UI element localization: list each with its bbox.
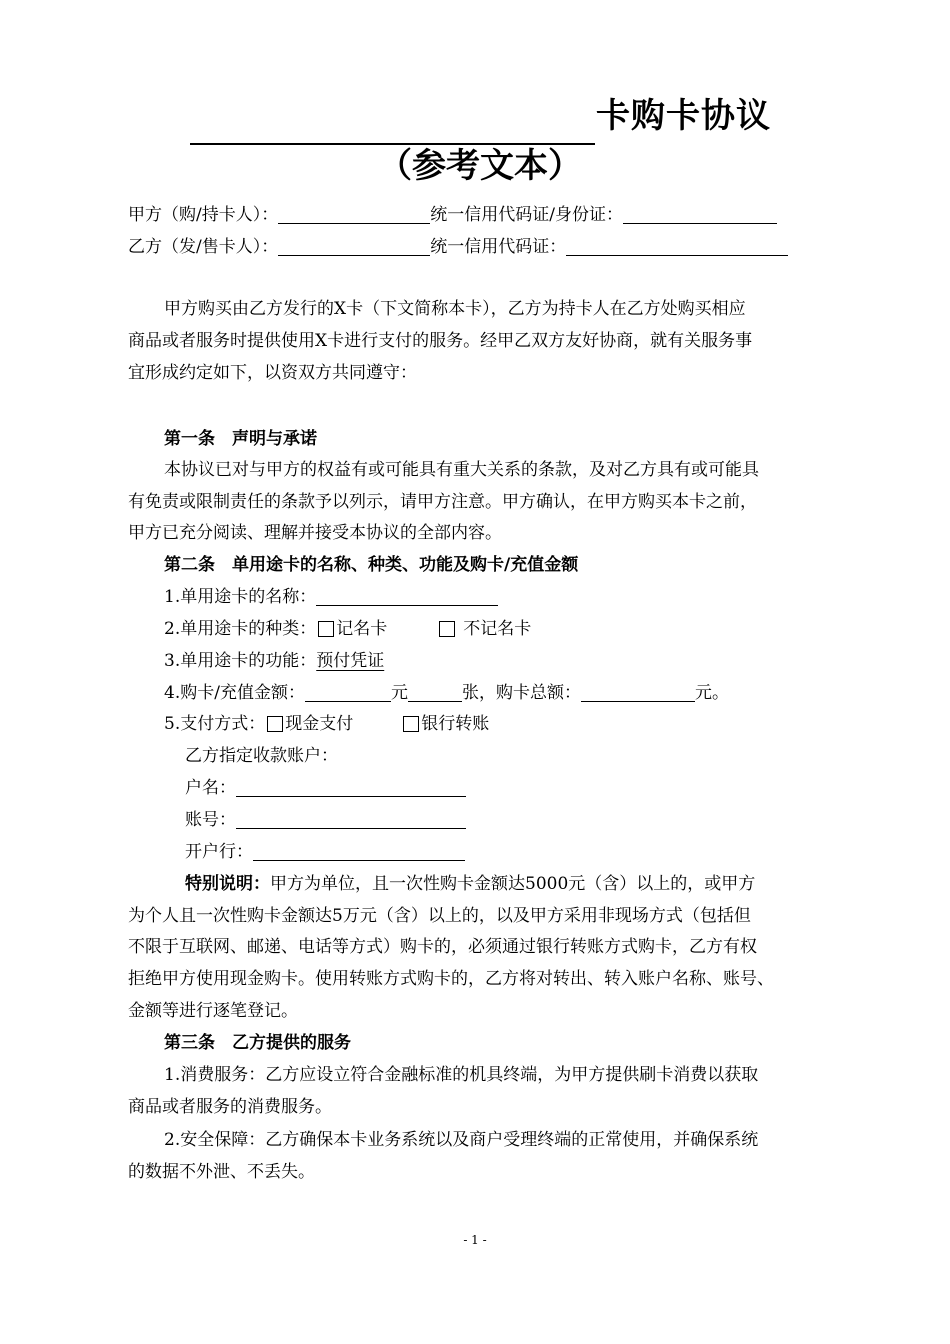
card-name-label: 1.单用途卡的名称： [164, 587, 317, 607]
account-bank-blank[interactable] [253, 840, 465, 861]
cash-payment-checkbox[interactable] [267, 716, 283, 732]
account-number-row [185, 804, 466, 836]
card-name-row [164, 581, 498, 613]
document-title: 卡购卡协议 [596, 96, 771, 136]
card-function-label: 3.单用途卡的功能： [164, 651, 317, 671]
party-b-id-label: 统一信用代码证： [430, 237, 567, 257]
article-3-service-1-line-2: 商品或者服务的消费服务。 [128, 1097, 332, 1117]
party-b-name-blank[interactable] [278, 235, 430, 256]
special-note-label: 特别说明： [185, 874, 270, 894]
amount-zhang-label: 张，购卡总额： [461, 683, 581, 703]
article-3-service-1-line-1: 1.消费服务：乙方应设立符合金融标准的机具终端，为甲方提供刷卡消费以获取 [164, 1065, 759, 1085]
party-a-row [128, 199, 777, 231]
account-number-blank[interactable] [236, 808, 466, 829]
unregistered-card-label: 不记名卡 [463, 619, 532, 639]
account-number-label: 账号： [185, 810, 236, 830]
total-amount-blank[interactable] [581, 681, 695, 702]
card-function-value: 预付凭证 [316, 651, 385, 671]
intro-line-2: 商品或者服务时提供使用X卡进行支付的服务。经甲乙双方友好协商，就有关服务事 [128, 331, 753, 351]
amount-row [164, 677, 729, 709]
party-a-label: 甲方（购/持卡人）： [128, 205, 279, 225]
article-3-heading: 第三条 乙方提供的服务 [164, 1033, 351, 1053]
total-amount-unit: 元。 [694, 683, 729, 703]
account-name-label: 户名： [185, 778, 236, 798]
card-name-blank[interactable] [316, 585, 498, 606]
special-note-line-5: 金额等进行逐笔登记。 [128, 1001, 298, 1021]
special-note-text-1: 甲方为单位，且一次性购卡金额达5000元（含）以上的，或甲方 [270, 874, 756, 894]
card-count-blank[interactable] [408, 681, 462, 702]
special-note-line-2: 为个人且一次性购卡金额达5万元（含）以上的，以及甲方采用非现场方式（包括但 [128, 906, 751, 926]
bank-transfer-checkbox[interactable] [403, 716, 419, 732]
document-subtitle: （参考文本） [378, 146, 582, 186]
payment-label: 5.支付方式： [164, 714, 266, 734]
party-a-id-blank[interactable] [623, 203, 777, 224]
article-1-heading: 第一条 声明与承诺 [164, 429, 317, 449]
unregistered-card-checkbox[interactable] [439, 621, 455, 637]
amount-blank[interactable] [305, 681, 391, 702]
article-1-line-2: 有免责或限制责任的条款予以列示，请甲方注意。甲方确认，在甲方购买本卡之前， [128, 492, 757, 512]
article-3-service-2-line-1: 2.安全保障：乙方确保本卡业务系统以及商户受理终端的正常使用，并确保系统 [164, 1130, 759, 1150]
registered-card-label: 记名卡 [336, 619, 388, 639]
payment-row [164, 708, 489, 740]
bank-transfer-label: 银行转账 [421, 714, 490, 734]
article-2-heading: 第二条 单用途卡的名称、种类、功能及购卡/充值金额 [164, 555, 579, 575]
party-b-row [128, 231, 788, 263]
card-type-label: 2.单用途卡的种类： [164, 619, 317, 639]
article-3-service-2-line-2: 的数据不外泄、不丢失。 [128, 1162, 315, 1182]
registered-card-checkbox[interactable] [318, 621, 334, 637]
intro-line-3: 宜形成约定如下，以资双方共同遵守： [128, 363, 417, 383]
card-function-row [164, 645, 384, 677]
party-a-id-label: 统一信用代码证/身份证： [430, 205, 623, 225]
amount-label: 4.购卡/充值金额： [164, 683, 305, 703]
intro-line-1: 甲方购买由乙方发行的X卡（下文简称本卡），乙方为持卡人在乙方处购买相应 [164, 299, 746, 319]
special-note-line-3: 不限于互联网、邮递、电话等方式）购卡的，必须通过银行转账方式购卡，乙方有权 [128, 937, 757, 957]
account-name-row [185, 772, 466, 804]
cash-payment-label: 现金支付 [285, 714, 354, 734]
account-name-blank[interactable] [236, 776, 466, 797]
party-b-label: 乙方（发/售卡人）： [128, 237, 279, 257]
amount-yuan: 元 [390, 683, 408, 703]
card-type-row [164, 613, 531, 645]
article-1-line-3: 甲方已充分阅读、理解并接受本协议的全部内容。 [128, 523, 502, 543]
party-b-id-blank[interactable] [566, 235, 788, 256]
party-a-name-blank[interactable] [278, 203, 430, 224]
special-note-line-4: 拒绝甲方使用现金购卡。使用转账方式购卡的，乙方将对转出、转入账户名称、账号、 [128, 969, 774, 989]
special-note-line-1 [185, 868, 755, 900]
account-label: 乙方指定收款账户： [185, 746, 338, 766]
account-bank-row [185, 836, 465, 868]
account-bank-label: 开户行： [185, 842, 253, 862]
page-number: - 1 - [463, 1233, 487, 1247]
article-1-line-1: 本协议已对与甲方的权益有或可能具有重大关系的条款，及对乙方具有或可能具 [164, 460, 759, 480]
